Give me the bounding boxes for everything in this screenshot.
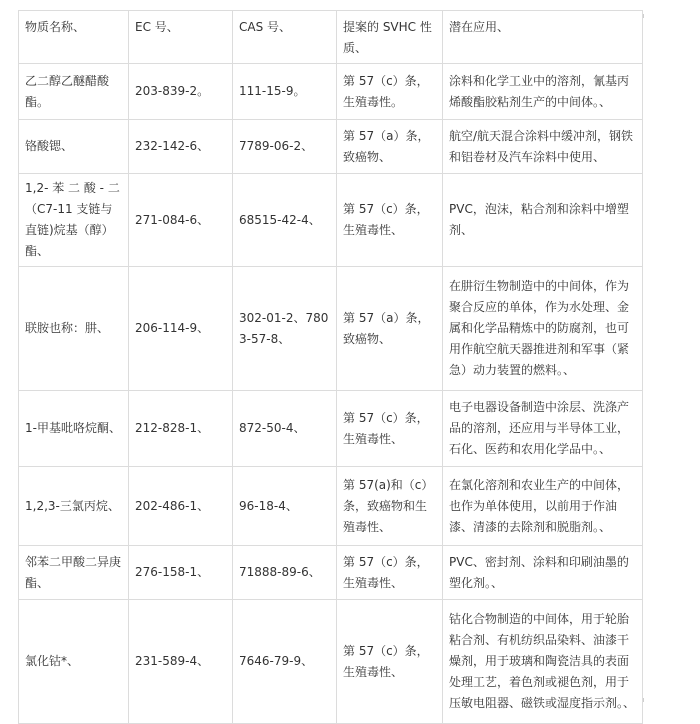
header-potential-use: 潜在应用、 (443, 11, 643, 64)
table-row (19, 120, 643, 174)
cell-substance-name: 乙二醇乙醚醋酸酯。 (19, 64, 129, 120)
cell-ec-number: 232-142-6、 (129, 120, 233, 174)
cell-substance-name: 氯化钴*、 (19, 600, 129, 724)
cell-potential-use: 航空/航天混合涂料中缓冲剂，钢铁和铝卷材及汽车涂料中使用、 (443, 120, 643, 174)
header-substance-name: 物质名称、 (19, 11, 129, 64)
table-row (19, 546, 643, 600)
cell-ec-number: 271-084-6、 (129, 174, 233, 267)
cell-potential-use: 钴化合物制造的中间体，用于轮胎粘合剂、有机纺织品染料、油漆干燥剂，用于玻璃和陶瓷洁具的表面处理工艺，着色剂或褪色剂，用于压敏电阻器、磁铁或湿度指示剂。、 (443, 600, 643, 724)
table-row (19, 174, 643, 267)
cell-ec-number: 276-158-1、 (129, 546, 233, 600)
cell-svhc-property: 第 57（a）条，致癌物、 (337, 120, 443, 174)
header-svhc-property: 提案的 SVHC 性质、 (337, 11, 443, 64)
svhc-table-container (18, 10, 643, 724)
cell-svhc-property: 第 57（c）条，生殖毒性、 (337, 546, 443, 600)
cell-cas-number: 7789-06-2、 (233, 120, 337, 174)
cell-substance-name: 1,2,3-三氯丙烷、 (19, 467, 129, 546)
header-ec-number: EC 号、 (129, 11, 233, 64)
cell-cas-number: 872-50-4、 (233, 391, 337, 467)
cell-svhc-property: 第 57（c）条，生殖毒性、 (337, 174, 443, 267)
cell-substance-name: 1,2- 苯 二 酸 - 二（C7-11 支链与直链)烷基（醇）酯、 (19, 174, 129, 267)
cell-ec-number: 202-486-1、 (129, 467, 233, 546)
table-row (19, 600, 643, 724)
cell-ec-number: 206-114-9、 (129, 267, 233, 391)
cell-potential-use: 在氯化溶剂和农业生产的中间体，也作为单体使用，以前用于作油漆、清漆的去除剂和脱脂剂。、 (443, 467, 643, 546)
table-row (19, 64, 643, 120)
cell-potential-use: PVC，泡沫，粘合剂和涂料中增塑剂、 (443, 174, 643, 267)
cell-svhc-property: 第 57（c）条，生殖毒性、 (337, 600, 443, 724)
cell-ec-number: 212-828-1、 (129, 391, 233, 467)
cell-potential-use: PVC、密封剂、涂料和印刷油墨的塑化剂。、 (443, 546, 643, 600)
page-corner-mark-top (643, 14, 648, 18)
svhc-substance-table (18, 10, 643, 724)
table-row (19, 391, 643, 467)
cell-cas-number: 96-18-4、 (233, 467, 337, 546)
cell-substance-name: 邻苯二甲酸二异庚酯、 (19, 546, 129, 600)
cell-cas-number: 111-15-9。 (233, 64, 337, 120)
cell-svhc-property: 第 57（c）条，生殖毒性、 (337, 391, 443, 467)
cell-cas-number: 71888-89-6、 (233, 546, 337, 600)
cell-potential-use: 在肼衍生物制造中的中间体，作为聚合反应的单体，作为水处理、金属和化学品精炼中的防腐剂，也可用作航空航天器推进剂和军事（紧急）动力装置的燃料。、 (443, 267, 643, 391)
table-row (19, 267, 643, 391)
cell-svhc-property: 第 57(a)和（c）条，致癌物和生殖毒性、 (337, 467, 443, 546)
cell-cas-number: 7646-79-9、 (233, 600, 337, 724)
header-cas-number: CAS 号、 (233, 11, 337, 64)
table-row (19, 467, 643, 546)
cell-cas-number: 302-01-2、7803-57-8、 (233, 267, 337, 391)
cell-ec-number: 231-589-4、 (129, 600, 233, 724)
cell-svhc-property: 第 57（a）条，致癌物、 (337, 267, 443, 391)
cell-ec-number: 203-839-2。 (129, 64, 233, 120)
table-header-row (19, 11, 643, 64)
cell-potential-use: 涂料和化学工业中的溶剂，氰基丙烯酸酯胶粘剂生产的中间体。、 (443, 64, 643, 120)
cell-substance-name: 1-甲基吡咯烷酮、 (19, 391, 129, 467)
cell-cas-number: 68515-42-4、 (233, 174, 337, 267)
cell-svhc-property: 第 57（c）条，生殖毒性。 (337, 64, 443, 120)
cell-potential-use: 电子电器设备制造中涂层、洗涤产品的溶剂，还应用与半导体工业，石化、医药和农用化学品中。、 (443, 391, 643, 467)
cell-substance-name: 铬酸锶、 (19, 120, 129, 174)
page-corner-mark-bottom (643, 698, 648, 702)
cell-substance-name: 联胺也称：肼、 (19, 267, 129, 391)
